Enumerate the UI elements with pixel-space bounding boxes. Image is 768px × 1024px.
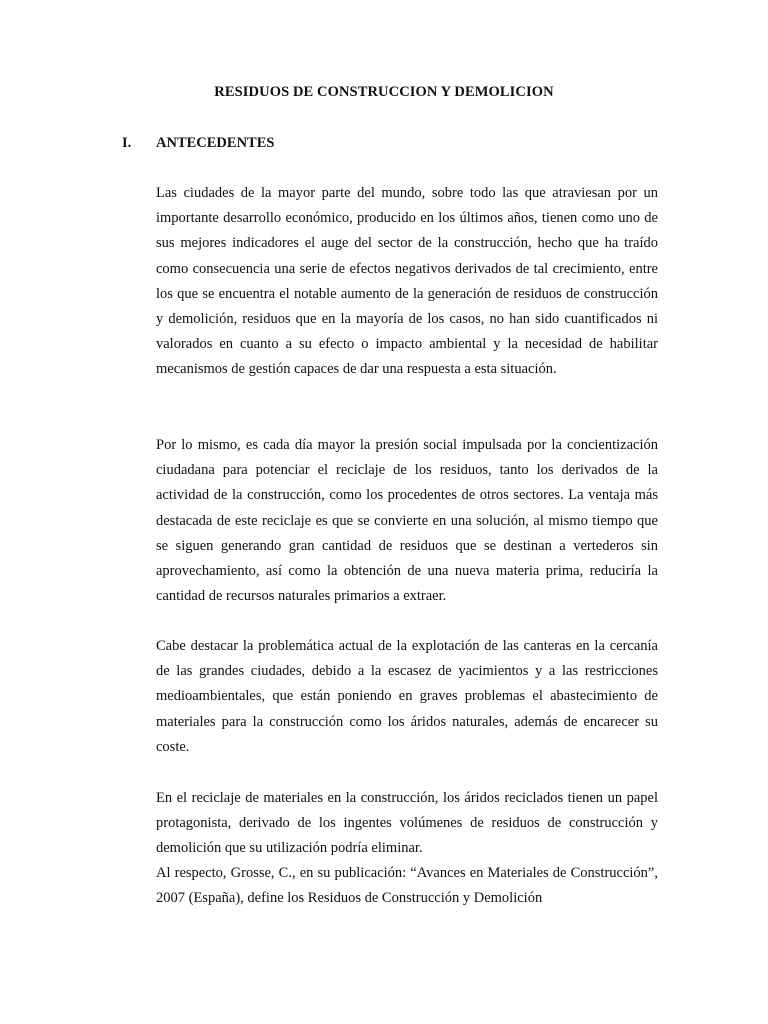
section-title: ANTECEDENTES [156, 135, 275, 151]
document-title: RESIDUOS DE CONSTRUCCION Y DEMOLICION [214, 84, 554, 100]
paragraph-5: Al respecto, Grosse, C., en su publicación: “Avances en Materiales de Construcción”, 2007 (España), define los Residuos de Construcción y Demolición [156, 865, 658, 907]
paragraph-3: Cabe destacar la problemática actual de la explotación de las canteras en la cercanía de las grandes ciudades, debido a la escasez de yacimientos y a las restricciones medioambientales, que están poniendo en graves problemas el abastecimiento de materiales para la construcción como los áridos naturales, además de encarecer su coste. [156, 638, 658, 755]
paragraph-4: En el reciclaje de materiales en la construcción, los áridos reciclados tienen un papel protagonista, derivado de los ingentes volúmenes de residuos de construcción y demolición que su utilización podría eliminar. [156, 790, 658, 857]
section-number: I. [122, 135, 132, 151]
paragraph-2: Por lo mismo, es cada día mayor la presión social impulsada por la concientización ciudadana para potenciar el reciclaje de los residuos, tanto los derivados de la actividad de la construcción, como los procedentes de otros sectores. La ventaja más destacada de este reciclaje es que se convierte en una solución, al mismo tiempo que se siguen generando gran cantidad de residuos que se destinan a vertederos sin aprovechamiento, así como la obtención de una nueva materia prima, reduciría la cantidad de recursos naturales primarios a extraer. [156, 437, 658, 605]
paragraph-1: Las ciudades de la mayor parte del mundo, sobre todo las que atraviesan por un importante desarrollo económico, producido en los últimos años, tienen como uno de sus mejores indicadores el auge del sector de la construcción, hecho que ha traído como consecuencia una serie de efectos negativos derivados de tal crecimiento, entre los que se encuentra el notable aumento de la generación de residuos de construcción y demolición, residuos que en la mayoría de los casos, no han sido cuantificados ni valorados en cuanto a su efecto o impacto ambiental y la necesidad de habilitar mecanismos de gestión capaces de dar una respuesta a esta situación. [156, 185, 658, 378]
